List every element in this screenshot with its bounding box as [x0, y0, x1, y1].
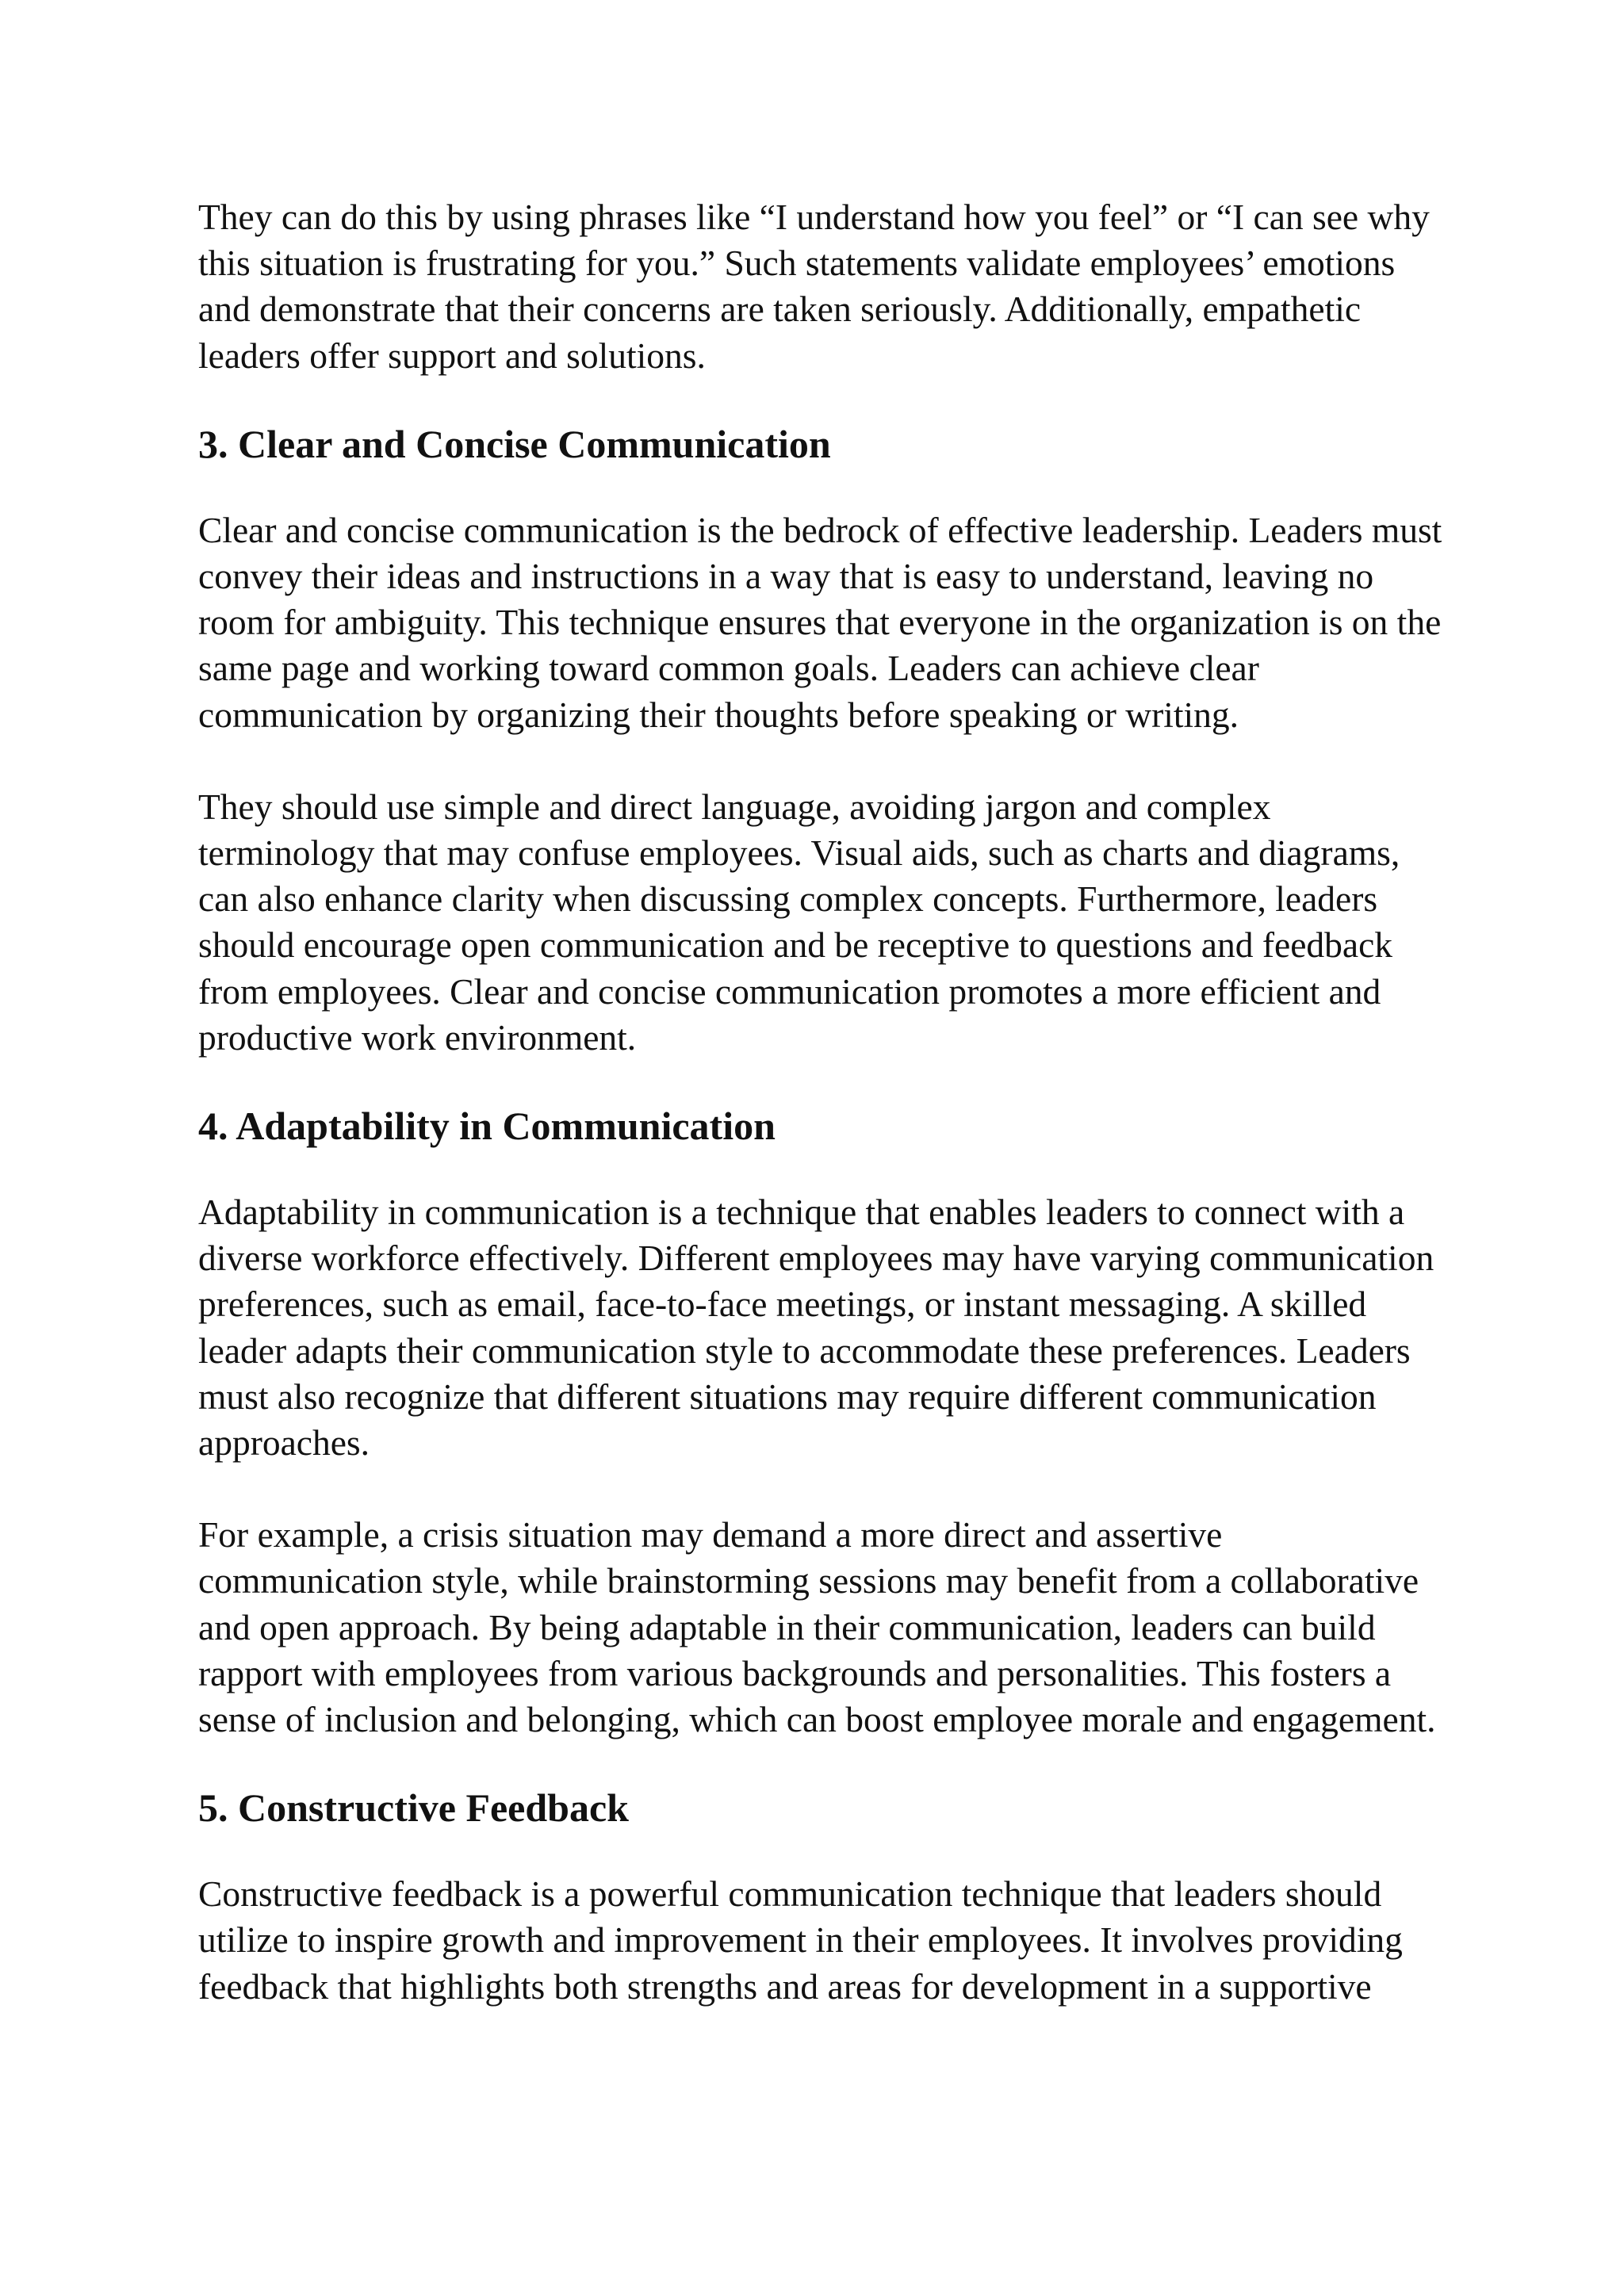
body-paragraph: For example, a crisis situation may demand a more direct and assertive communication style, while brainstorming sessions may benefit from a collaborative and open approach. By being adaptable in their communication, leaders can build rapport with employees from various backgrounds and personalities. This fosters a sense of inclusion and belonging, which can boost employee morale and engagement. — [198, 1514, 1436, 1740]
body-paragraph: Adaptability in communication is a technique that enables leaders to connect with a diverse workforce effectively. Different employees may have varying communication preferences, such as email, face-to-face meetings, or instant messaging. A skilled leader adapts their communication style to accommodate these preferences. Leaders must also recognize that different situations may require different communication approaches. — [198, 1192, 1434, 1464]
section-heading: 3. Clear and Concise Communication — [198, 421, 831, 466]
body-paragraph: Constructive feedback is a powerful communication technique that leaders should utilize to inspire growth and improvement in their employees. It involves providing feedback that highlights both strengths and areas for development in a supportive — [198, 1873, 1403, 2007]
section-adaptability-in-communication — [198, 1102, 1451, 1743]
intro-paragraph: They can do this by using phrases like “I understand how you feel” or “I can see why this situation is frustrating for you.” Such statements validate employees’ emotions and demonstrate that their concerns are taken seriously. Additionally, empathetic leaders offer support and solutions. — [198, 197, 1430, 376]
body-paragraph: Clear and concise communication is the bedrock of effective leadership. Leaders must convey their ideas and instructions in a way that is easy to understand, leaving no room for ambiguity. This technique ensures that everyone in the organization is on the same page and working toward common goals. Leaders can achieve clear communication by organizing their thoughts before speaking or writing. — [198, 509, 1442, 735]
document-body — [198, 194, 1451, 2010]
section-constructive-feedback — [198, 1784, 1451, 2010]
section-clear-concise-communication — [198, 420, 1451, 1061]
body-paragraph: They should use simple and direct language, avoiding jargon and complex terminology that may confuse employees. Visual aids, such as charts and diagrams, can also enhance clarity when discussing complex concepts. Furthermore, leaders should encourage open communication and be receptive to questions and feedback from employees. Clear and concise communication promotes a more efficient and productive work environment. — [198, 786, 1400, 1058]
section-heading: 4. Adaptability in Communication — [198, 1104, 776, 1149]
section-heading: 5. Constructive Feedback — [198, 1785, 629, 1831]
